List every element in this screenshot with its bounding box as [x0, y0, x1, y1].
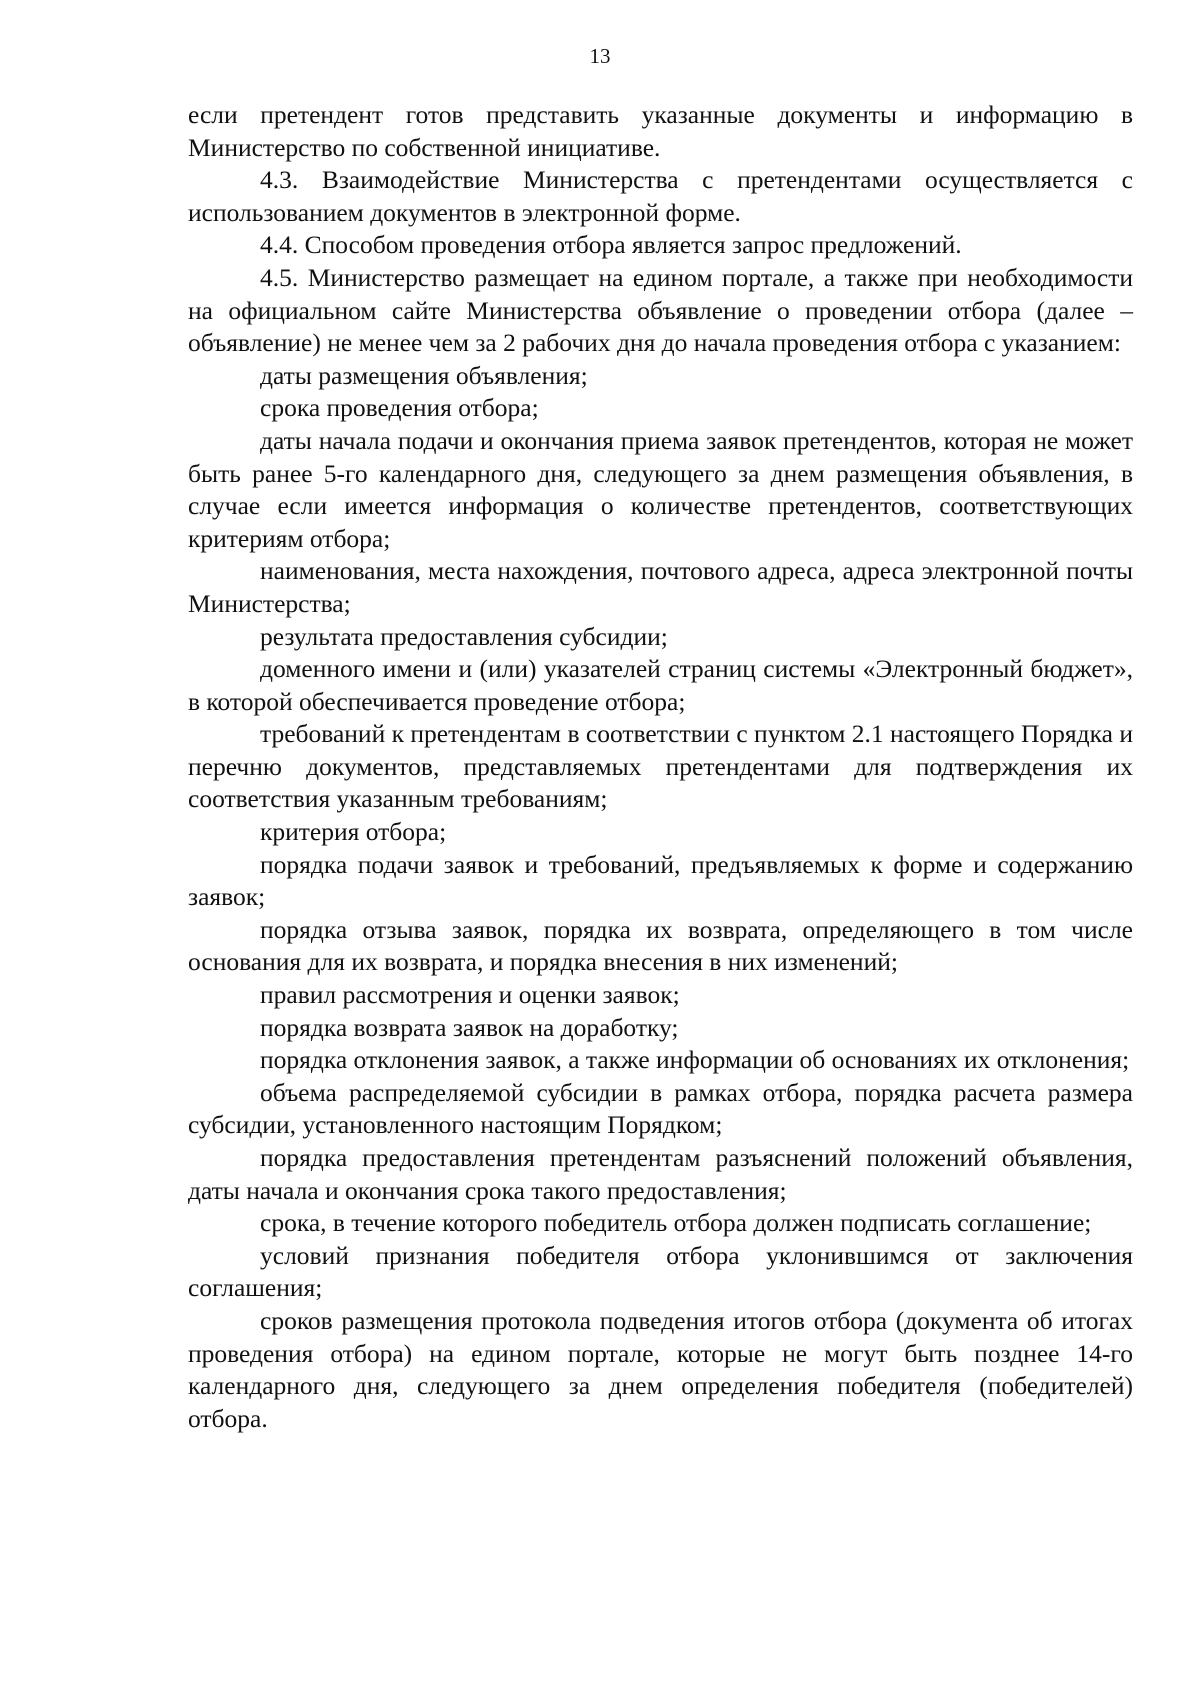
- list-item: результата предоставления субсидии;: [260, 621, 668, 651]
- paragraph-4-5: 4.5. Министерство размещает на едином портале, а также при необходимости на официальном сайте Министерства объявление о проведении отбора (далее – объявление) не менее чем за 2 рабочих дня до начала проведения отбора с указанием:: [188, 262, 1133, 358]
- page-number: 13: [589, 44, 611, 68]
- list-item: порядка отклонения заявок, а также информации об основаниях их отклонения;: [260, 1045, 1130, 1075]
- list-item: даты размещения объявления;: [260, 360, 588, 390]
- list-item: доменного имени и (или) указателей страниц системы «Электронный бюджет», в которой обеспечивается проведение отбора;: [188, 654, 1133, 716]
- list-item: порядка подачи заявок и требований, предъявляемых к форме и содержанию заявок;: [188, 849, 1133, 912]
- list-item: срока, в течение которого победитель отбора должен подписать соглашение;: [260, 1208, 1092, 1238]
- list-item: критерия отбора;: [260, 817, 447, 847]
- document-body: [188, 99, 1133, 1435]
- paragraph-4-4: 4.4. Способом проведения отбора является запрос предложений.: [260, 230, 962, 260]
- list-item: сроков размещения протокола подведения итогов отбора (документа об итогах проведения отбора) на едином портале, которые не могут быть позднее 14-го календарного дня, следующего за днем определения победителя (победителей) отбора.: [188, 1305, 1133, 1433]
- list-item: даты начала подачи и окончания приема заявок претендентов, которая не может быть ранее 5-го календарного дня, следующего за днем размещения объявления, в случае если имеется информация о количестве претендентов, соответствующих критериям отбора;: [188, 425, 1133, 553]
- list-item: порядка отзыва заявок, порядка их возврата, определяющего в том числе основания для их возврата, и порядка внесения в них изменений;: [188, 914, 1133, 977]
- list-item: требований к претендентам в соответствии с пунктом 2.1 настоящего Порядка и перечню документов, представляемых претендентами для подтверждения их соответствия указанным требованиям;: [188, 719, 1133, 814]
- list-item: порядка возврата заявок на доработку;: [260, 1012, 679, 1042]
- list-item: наименования, места нахождения, почтового адреса, адреса электронной почты Министерства;: [188, 556, 1133, 618]
- list-item: порядка предоставления претендентам разъяснений положений объявления, даты начала и окончания срока такого предоставления;: [188, 1143, 1133, 1205]
- list-item: объема распределяемой субсидии в рамках отбора, порядка расчета размера субсидии, установленного настоящим Порядком;: [188, 1077, 1133, 1140]
- list-item: правил рассмотрения и оценки заявок;: [260, 980, 680, 1010]
- paragraph-continuation: если претендент готов представить указанные документы и информацию в Министерство по собственной инициативе.: [188, 100, 1133, 162]
- paragraph-4-3: 4.3. Взаимодействие Министерства с претендентами осуществляется с использованием документов в электронной форме.: [188, 165, 1133, 227]
- list-item: условий признания победителя отбора уклонившимся от заключения соглашения;: [188, 1240, 1133, 1303]
- list-item: срока проведения отбора;: [260, 393, 539, 423]
